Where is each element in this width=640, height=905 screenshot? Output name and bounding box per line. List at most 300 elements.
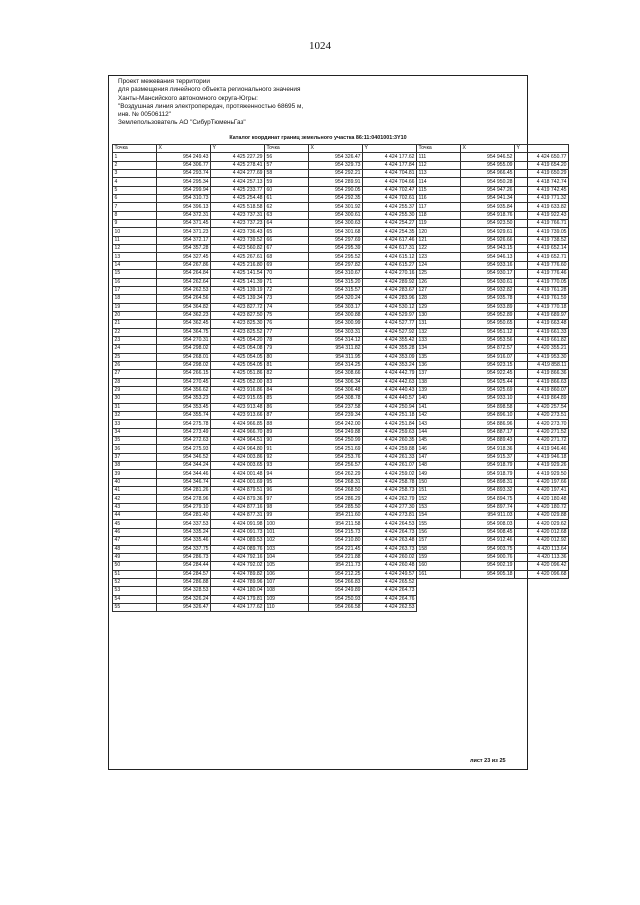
table-row <box>113 412 569 420</box>
y-cell: 4 419 771.32 <box>515 195 569 203</box>
point-cell: 111 <box>417 153 461 161</box>
point-cell: 110 <box>265 603 309 611</box>
point-cell: 155 <box>417 520 461 528</box>
x-cell: 954 950.65 <box>461 320 515 328</box>
x-cell: 954 922.45 <box>461 370 515 378</box>
x-cell: 954 250.99 <box>309 437 363 445</box>
y-cell: 4 424 259.02 <box>363 470 417 478</box>
x-cell: 954 328.53 <box>157 587 211 595</box>
y-cell: 4 424 260.48 <box>363 562 417 570</box>
table-row <box>113 403 569 411</box>
y-cell: 4 424 261.33 <box>363 453 417 461</box>
x-cell: 954 362.23 <box>157 311 211 319</box>
x-cell: 954 306.34 <box>309 378 363 386</box>
y-cell: 4 424 964.80 <box>211 445 265 453</box>
table-row <box>113 528 569 536</box>
x-cell: 954 335.24 <box>157 528 211 536</box>
point-cell: 28 <box>113 378 157 386</box>
x-cell: 954 315.57 <box>309 286 363 294</box>
point-cell: 86 <box>265 403 309 411</box>
col-y-header: Y <box>515 145 569 153</box>
point-cell: 54 <box>113 595 157 603</box>
y-cell: 4 424 877.16 <box>211 503 265 511</box>
x-cell: 954 887.17 <box>461 428 515 436</box>
point-cell: 60 <box>265 186 309 194</box>
y-cell: 4 424 283.67 <box>363 286 417 294</box>
table-row <box>113 545 569 553</box>
point-cell: 1 <box>113 153 157 161</box>
x-cell: 954 353.23 <box>157 395 211 403</box>
table-row <box>113 587 569 595</box>
point-cell: 9 <box>113 220 157 228</box>
x-cell: 954 268.31 <box>309 478 363 486</box>
y-cell: 4 425 267.61 <box>211 253 265 261</box>
x-cell: 954 262.29 <box>309 470 363 478</box>
document-header <box>118 78 303 128</box>
y-cell: 4 420 029.62 <box>515 520 569 528</box>
x-cell: 954 295.34 <box>157 178 211 186</box>
point-cell: 145 <box>417 437 461 445</box>
point-cell: 116 <box>417 195 461 203</box>
table-row <box>113 495 569 503</box>
point-cell: 72 <box>265 286 309 294</box>
point-cell: 75 <box>265 311 309 319</box>
x-cell: 954 908.45 <box>461 528 515 536</box>
y-cell: 4 424 261.07 <box>363 462 417 470</box>
x-cell: 954 300.63 <box>309 220 363 228</box>
point-cell: 61 <box>265 195 309 203</box>
x-cell: 954 210.80 <box>309 537 363 545</box>
point-cell: 98 <box>265 503 309 511</box>
x-cell: 954 249.43 <box>157 153 211 161</box>
x-cell: 954 297.82 <box>309 261 363 269</box>
point-cell: 76 <box>265 320 309 328</box>
x-cell: 954 266.15 <box>157 370 211 378</box>
x-cell: 954 221.45 <box>309 545 363 553</box>
point-cell: 156 <box>417 528 461 536</box>
point-cell: 135 <box>417 353 461 361</box>
y-cell: 4 420 180.48 <box>515 495 569 503</box>
point-cell: 113 <box>417 170 461 178</box>
point-cell: 126 <box>417 278 461 286</box>
col-point-header: Точка <box>417 145 461 153</box>
col-y-header: Y <box>363 145 417 153</box>
x-cell: 954 935.78 <box>461 295 515 303</box>
point-cell: 139 <box>417 386 461 394</box>
y-cell: 4 424 258.73 <box>363 487 417 495</box>
point-cell <box>417 603 461 611</box>
point-cell: 73 <box>265 295 309 303</box>
point-cell: 36 <box>113 445 157 453</box>
point-cell: 7 <box>113 203 157 211</box>
header-line: Ханты-Мансийского автономного округа-Югры: <box>118 94 258 102</box>
point-cell: 147 <box>417 453 461 461</box>
y-cell: 4 419 654.20 <box>515 161 569 169</box>
y-cell: 4 425 051.86 <box>211 370 265 378</box>
x-cell: 954 253.76 <box>309 453 363 461</box>
x-cell: 954 872.57 <box>461 345 515 353</box>
y-cell: 4 424 966.85 <box>211 420 265 428</box>
y-cell: 4 425 054.05 <box>211 353 265 361</box>
point-cell: 38 <box>113 462 157 470</box>
x-cell: 954 966.45 <box>461 170 515 178</box>
point-cell: 29 <box>113 386 157 394</box>
x-cell: 954 212.25 <box>309 570 363 578</box>
y-cell: 4 425 054.08 <box>211 345 265 353</box>
point-cell: 18 <box>113 295 157 303</box>
point-cell: 83 <box>265 378 309 386</box>
y-cell: 4 424 353.24 <box>363 361 417 369</box>
x-cell <box>461 603 515 611</box>
point-cell: 13 <box>113 253 157 261</box>
y-cell: 4 424 264.53 <box>363 520 417 528</box>
x-cell: 954 281.40 <box>157 512 211 520</box>
x-cell: 954 250.93 <box>309 595 363 603</box>
x-cell: 954 251.69 <box>309 445 363 453</box>
point-cell: 85 <box>265 395 309 403</box>
y-cell: 4 424 263.73 <box>363 545 417 553</box>
y-cell: 4 423 915.65 <box>211 395 265 403</box>
x-cell: 954 272.63 <box>157 437 211 445</box>
y-cell: 4 424 615.12 <box>363 253 417 261</box>
point-cell: 39 <box>113 470 157 478</box>
y-cell <box>515 587 569 595</box>
y-cell: 4 423 737.23 <box>211 220 265 228</box>
point-cell: 23 <box>113 336 157 344</box>
x-cell: 954 902.19 <box>461 562 515 570</box>
table-row <box>113 161 569 169</box>
x-cell: 954 925.44 <box>461 378 515 386</box>
y-cell: 4 420 271.72 <box>515 437 569 445</box>
table-header-row <box>113 145 569 153</box>
table-row <box>113 512 569 520</box>
x-cell: 954 326.24 <box>157 595 211 603</box>
point-cell: 27 <box>113 370 157 378</box>
x-cell: 954 315.20 <box>309 278 363 286</box>
x-cell: 954 896.10 <box>461 412 515 420</box>
point-cell: 58 <box>265 170 309 178</box>
point-cell: 65 <box>265 228 309 236</box>
y-cell: 4 424 529.97 <box>363 311 417 319</box>
y-cell: 4 424 265.52 <box>363 578 417 586</box>
y-cell: 4 424 251.84 <box>363 420 417 428</box>
point-cell: 141 <box>417 403 461 411</box>
point-cell: 112 <box>417 161 461 169</box>
y-cell: 4 424 273.81 <box>363 512 417 520</box>
point-cell: 152 <box>417 495 461 503</box>
x-cell: 954 329.73 <box>309 161 363 169</box>
point-cell: 52 <box>113 578 157 586</box>
y-cell: 4 424 617.31 <box>363 245 417 253</box>
y-cell: 4 419 866.63 <box>515 378 569 386</box>
y-cell: 4 424 259.88 <box>363 445 417 453</box>
point-cell: 134 <box>417 345 461 353</box>
y-cell: 4 425 278.41 <box>211 161 265 169</box>
y-cell: 4 424 089.76 <box>211 545 265 553</box>
x-cell: 954 903.75 <box>461 545 515 553</box>
point-cell: 66 <box>265 236 309 244</box>
point-cell: 10 <box>113 228 157 236</box>
x-cell: 954 371.23 <box>157 228 211 236</box>
point-cell: 84 <box>265 386 309 394</box>
x-cell: 954 211.73 <box>309 562 363 570</box>
point-cell: 128 <box>417 295 461 303</box>
y-cell: 4 419 866.36 <box>515 370 569 378</box>
x-cell: 954 301.68 <box>309 228 363 236</box>
table-row <box>113 578 569 586</box>
point-cell: 12 <box>113 245 157 253</box>
y-cell: 4 424 702.61 <box>363 195 417 203</box>
table-row <box>113 478 569 486</box>
x-cell: 954 918.79 <box>461 470 515 478</box>
x-cell: 954 364.75 <box>157 328 211 336</box>
x-cell: 954 346.52 <box>157 453 211 461</box>
y-cell: 4 424 650.77 <box>515 153 569 161</box>
x-cell: 954 930.17 <box>461 270 515 278</box>
point-cell: 77 <box>265 328 309 336</box>
x-cell: 954 242.00 <box>309 420 363 428</box>
table-row <box>113 420 569 428</box>
y-cell: 4 424 264.73 <box>363 528 417 536</box>
point-cell: 146 <box>417 445 461 453</box>
x-cell: 954 946.52 <box>461 153 515 161</box>
y-cell <box>515 578 569 586</box>
x-cell: 954 300.88 <box>309 311 363 319</box>
y-cell: 4 419 770.18 <box>515 303 569 311</box>
x-cell: 954 308.66 <box>309 370 363 378</box>
point-cell: 44 <box>113 512 157 520</box>
y-cell: 4 424 879.51 <box>211 487 265 495</box>
x-cell: 954 292.35 <box>309 195 363 203</box>
point-cell: 33 <box>113 420 157 428</box>
header-line: "Воздушная линия электропередач, протяженностью 68695 м, <box>118 102 304 110</box>
x-cell: 954 268.50 <box>309 487 363 495</box>
point-cell: 154 <box>417 512 461 520</box>
y-cell: 4 424 254.35 <box>363 228 417 236</box>
point-cell: 59 <box>265 178 309 186</box>
x-cell: 954 270.31 <box>157 336 211 344</box>
x-cell: 954 298.02 <box>157 361 211 369</box>
y-cell: 4 419 776.60 <box>515 261 569 269</box>
y-cell: 4 424 258.78 <box>363 478 417 486</box>
point-cell: 124 <box>417 261 461 269</box>
point-cell: 42 <box>113 495 157 503</box>
point-cell: 157 <box>417 537 461 545</box>
point-cell: 30 <box>113 395 157 403</box>
point-cell: 153 <box>417 503 461 511</box>
y-cell: 4 419 739.05 <box>515 228 569 236</box>
point-cell: 8 <box>113 211 157 219</box>
y-cell: 4 424 249.57 <box>363 570 417 578</box>
point-cell: 71 <box>265 278 309 286</box>
x-cell: 954 270.45 <box>157 378 211 386</box>
point-cell: 148 <box>417 462 461 470</box>
x-cell: 954 357.28 <box>157 245 211 253</box>
point-cell: 142 <box>417 412 461 420</box>
x-cell: 954 306.48 <box>309 386 363 394</box>
y-cell: 4 423 916.86 <box>211 386 265 394</box>
x-cell: 954 955.09 <box>461 161 515 169</box>
col-point-header: Точка <box>265 145 309 153</box>
point-cell: 120 <box>417 228 461 236</box>
point-cell: 48 <box>113 545 157 553</box>
x-cell: 954 932.82 <box>461 286 515 294</box>
table-row <box>113 336 569 344</box>
point-cell: 49 <box>113 553 157 561</box>
table-row <box>113 220 569 228</box>
table-row <box>113 228 569 236</box>
x-cell: 954 918.76 <box>461 211 515 219</box>
header-line: для размещения линейного объекта регионального значения <box>118 86 301 94</box>
x-cell: 954 314.25 <box>309 361 363 369</box>
y-cell: 4 424 702.47 <box>363 186 417 194</box>
point-cell: 106 <box>265 570 309 578</box>
table-row <box>113 428 569 436</box>
table-row <box>113 470 569 478</box>
point-cell: 131 <box>417 320 461 328</box>
x-cell: 954 346.74 <box>157 478 211 486</box>
point-cell: 102 <box>265 537 309 545</box>
y-cell: 4 424 615.27 <box>363 261 417 269</box>
x-cell: 954 335.46 <box>157 537 211 545</box>
table-row <box>113 211 569 219</box>
table-row <box>113 453 569 461</box>
x-cell: 954 289.91 <box>309 178 363 186</box>
x-cell: 954 326.47 <box>157 603 211 611</box>
y-cell: 4 424 251.18 <box>363 412 417 420</box>
col-x-header: X <box>157 145 211 153</box>
table-row <box>113 437 569 445</box>
x-cell: 954 344.46 <box>157 470 211 478</box>
y-cell: 4 419 858.11 <box>515 361 569 369</box>
point-cell: 43 <box>113 503 157 511</box>
point-cell: 56 <box>265 153 309 161</box>
x-cell: 954 916.07 <box>461 353 515 361</box>
y-cell: 4 424 877.31 <box>211 512 265 520</box>
point-cell <box>417 578 461 586</box>
point-cell: 92 <box>265 453 309 461</box>
y-cell: 4 424 704.81 <box>363 170 417 178</box>
x-cell: 954 355.74 <box>157 412 211 420</box>
y-cell: 4 423 737.31 <box>211 211 265 219</box>
y-cell: 4 425 254.48 <box>211 195 265 203</box>
point-cell: 95 <box>265 478 309 486</box>
y-cell: 4 420 257.54 <box>515 403 569 411</box>
x-cell: 954 327.45 <box>157 253 211 261</box>
point-cell: 159 <box>417 553 461 561</box>
table-row <box>113 570 569 578</box>
x-cell: 954 293.74 <box>157 170 211 178</box>
x-cell: 954 266.58 <box>309 603 363 611</box>
point-cell: 80 <box>265 353 309 361</box>
table-row <box>113 503 569 511</box>
point-cell: 136 <box>417 361 461 369</box>
point-cell: 144 <box>417 428 461 436</box>
y-cell: 4 420 180.72 <box>515 503 569 511</box>
table-row <box>113 311 569 319</box>
x-cell: 954 268.01 <box>157 353 211 361</box>
point-cell: 121 <box>417 236 461 244</box>
x-cell: 954 344.24 <box>157 462 211 470</box>
x-cell: 954 926.66 <box>461 236 515 244</box>
point-cell: 93 <box>265 462 309 470</box>
y-cell: 4 424 003.65 <box>211 462 265 470</box>
y-cell: 4 423 825.30 <box>211 320 265 328</box>
y-cell: 4 424 177.62 <box>211 603 265 611</box>
y-cell: 4 419 864.89 <box>515 395 569 403</box>
x-cell: 954 281.26 <box>157 487 211 495</box>
y-cell: 4 424 177.84 <box>363 161 417 169</box>
y-cell: 4 418 742.74 <box>515 178 569 186</box>
y-cell: 4 420 273.70 <box>515 420 569 428</box>
point-cell: 114 <box>417 178 461 186</box>
x-cell: 954 953.56 <box>461 336 515 344</box>
x-cell: 954 306.77 <box>157 161 211 169</box>
x-cell: 954 275.78 <box>157 420 211 428</box>
x-cell: 954 310.67 <box>309 270 363 278</box>
y-cell: 4 419 953.30 <box>515 353 569 361</box>
point-cell: 123 <box>417 253 461 261</box>
point-cell: 41 <box>113 487 157 495</box>
point-cell: 132 <box>417 328 461 336</box>
point-cell: 2 <box>113 161 157 169</box>
point-cell: 138 <box>417 378 461 386</box>
point-cell: 117 <box>417 203 461 211</box>
x-cell: 954 396.13 <box>157 203 211 211</box>
x-cell: 954 320.24 <box>309 295 363 303</box>
x-cell: 954 300.99 <box>309 320 363 328</box>
x-cell: 954 894.75 <box>461 495 515 503</box>
x-cell: 954 952.89 <box>461 311 515 319</box>
y-cell: 4 425 141.39 <box>211 278 265 286</box>
x-cell <box>461 587 515 595</box>
point-cell: 161 <box>417 570 461 578</box>
x-cell: 954 237.58 <box>309 403 363 411</box>
point-cell: 46 <box>113 528 157 536</box>
y-cell: 4 424 091.73 <box>211 528 265 536</box>
point-cell: 107 <box>265 578 309 586</box>
y-cell: 4 424 255.30 <box>363 211 417 219</box>
x-cell: 954 303.31 <box>309 328 363 336</box>
point-cell: 17 <box>113 286 157 294</box>
table-row <box>113 245 569 253</box>
table-row <box>113 328 569 336</box>
x-cell: 954 211.58 <box>309 520 363 528</box>
y-cell: 4 420 197.41 <box>515 487 569 495</box>
table-row <box>113 261 569 269</box>
table-row <box>113 370 569 378</box>
y-cell: 4 420 355.21 <box>515 345 569 353</box>
y-cell: 4 424 792.02 <box>211 562 265 570</box>
point-cell: 74 <box>265 303 309 311</box>
y-cell: 4 419 650.29 <box>515 170 569 178</box>
y-cell: 4 419 652.71 <box>515 253 569 261</box>
y-cell: 4 424 277.69 <box>211 170 265 178</box>
point-cell: 104 <box>265 553 309 561</box>
y-cell: 4 424 001.48 <box>211 470 265 478</box>
y-cell: 4 423 827.72 <box>211 303 265 311</box>
x-cell: 954 297.69 <box>309 236 363 244</box>
point-cell: 50 <box>113 562 157 570</box>
y-cell: 4 425 227.29 <box>211 153 265 161</box>
point-cell: 37 <box>113 453 157 461</box>
x-cell: 954 211.60 <box>309 512 363 520</box>
x-cell: 954 372.31 <box>157 211 211 219</box>
table-row <box>113 178 569 186</box>
x-cell: 954 298.02 <box>157 345 211 353</box>
point-cell: 25 <box>113 353 157 361</box>
x-cell: 954 301.92 <box>309 203 363 211</box>
